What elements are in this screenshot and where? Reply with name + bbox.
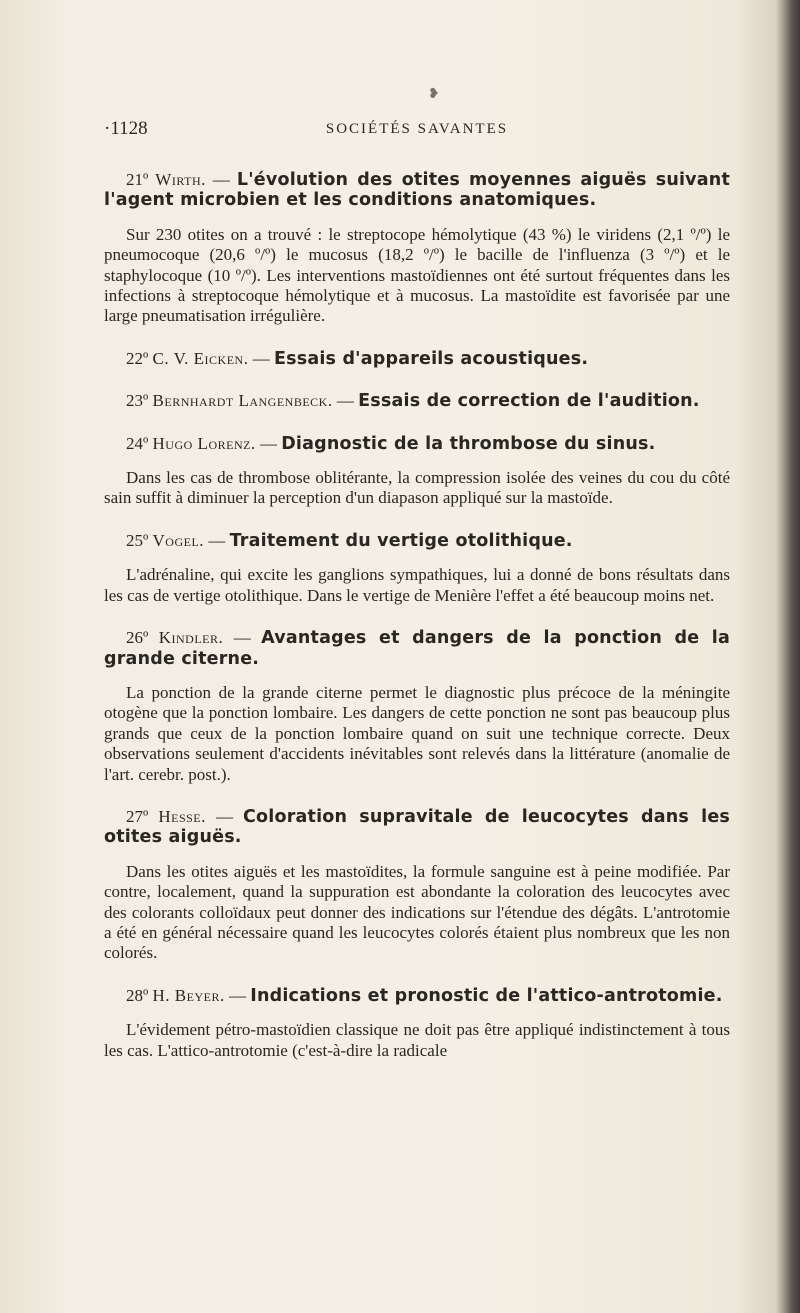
section-heading <box>104 391 730 411</box>
section-author: Wirth. <box>155 170 206 189</box>
heading-dash: — <box>205 170 237 189</box>
page-header <box>104 118 730 144</box>
heading-dash: — <box>332 391 359 411</box>
section-heading <box>104 986 730 1006</box>
section-number: 24º <box>126 433 149 453</box>
section-title: Essais de correction de l'audition. <box>358 391 700 412</box>
section-23 <box>104 391 730 411</box>
section-body: Dans les otites aiguës et les mastoïdites, la formule sanguine est à peine modifiée. Par contre, localement, quand la suppuration est abondante la coloration des leucocytes avec des colorants colloïdaux peut donner des indications sur l'étendue des dégâts. L'antrotomie a été en général nécessaire quand les leucocytes colorés étaient plus nombreux que les non colorés. <box>104 861 730 963</box>
section-author: C. V. Eicken. <box>152 348 249 368</box>
section-body: L'adrénaline, qui excite les ganglions sympathiques, lui a donné de bons résultats dans les cas de vertige otolithique. Dans le vertige de Menière l'effet a été beaucoup moins net. <box>104 565 730 605</box>
section-author: Bernhardt Langenbeck. <box>152 391 333 411</box>
section-title: Indications et pronostic de l'attico-antrotomie. <box>250 985 723 1006</box>
section-number: 25º <box>126 530 149 550</box>
section-number: 21º <box>126 170 149 189</box>
running-title: SOCIÉTÉS SAVANTES <box>325 121 509 137</box>
section-title: Coloration supravitale de leucocytes dans les otites aiguës. <box>104 806 731 848</box>
section-heading <box>104 170 730 211</box>
section-heading <box>104 628 730 669</box>
heading-dash: — <box>224 985 251 1005</box>
section-number: 26º <box>126 628 149 648</box>
section-21 <box>104 170 730 327</box>
section-heading <box>104 807 730 848</box>
section-author: Vogel. <box>152 530 205 550</box>
section-number: 23º <box>126 391 149 411</box>
section-26 <box>104 628 730 785</box>
section-27 <box>104 807 730 964</box>
section-25 <box>104 531 730 606</box>
section-author: Hesse. <box>158 806 206 826</box>
section-heading <box>104 349 730 369</box>
heading-dash: — <box>248 348 274 368</box>
section-title: Essais d'appareils acoustiques. <box>273 348 589 369</box>
section-author: H. Beyer. <box>152 985 225 1005</box>
section-title: Avantages et dangers de la ponction de la grande citerne. <box>104 628 731 669</box>
section-heading <box>104 531 730 551</box>
section-body: Sur 230 otites on a trouvé : le streptocope hémolytique (43 %) le viridens (2,1 º/º) le pneumocoque (20,6 º/º) le mucosus (18,2 º/º) le bacille de l'influenza (3 º/º) et le staphylocoque (10 º/º). Les interventions mastoïdiennes ont été surtout fréquentes dans les infections à streptocoque hémolytique et à mucosus. La mastoïdite est favorisée par une large pneumatisation irrégulière. <box>104 224 730 326</box>
section-title: Traitement du vertige otolithique. <box>229 530 573 551</box>
heading-dash: — <box>223 628 262 648</box>
section-number: 28º <box>126 985 149 1005</box>
section-28 <box>104 986 730 1061</box>
section-number: 27º <box>126 806 149 826</box>
section-body: Dans les cas de thrombose oblitérante, la compression isolée des veines du cou du côté sain suffit à diminuer la perception d'un diapason appliqué sur la mastoïde. <box>104 468 730 508</box>
section-24 <box>104 434 730 509</box>
page-number: ·1128 <box>104 118 148 139</box>
heading-dash: — <box>205 806 244 826</box>
heading-dash: — <box>204 530 230 550</box>
printer-mark: ❥ <box>428 87 440 102</box>
section-number: 22º <box>126 348 149 368</box>
section-heading <box>104 434 730 454</box>
page-content <box>104 170 730 1083</box>
heading-dash: — <box>255 433 282 453</box>
section-body: L'évidement pétro-mastoïdien classique ne doit pas être appliqué indistinctement à tous les cas. L'attico-antrotomie (c'est-à-dire la radicale <box>104 1020 730 1060</box>
section-22 <box>104 349 730 369</box>
section-title: L'évolution des otites moyennes aiguës suivant l'agent microbien et les conditions anatomiques. <box>104 170 731 211</box>
section-body: La ponction de la grande citerne permet le diagnostic plus précoce de la méningite otogène que la ponction lombaire. Les dangers de cette ponction ne sont pas beaucoup plus grands que ceux de la ponction lombaire quand on suit une technique correcte. Deux observations seulement d'accidents inévitables sont relevés dans la littérature (anomalie de l'art. cerebr. post.). <box>104 682 730 784</box>
section-author: Hugo Lorenz. <box>152 433 256 453</box>
section-title: Diagnostic de la thrombose du sinus. <box>281 433 656 454</box>
section-author: Kindler. <box>158 628 224 648</box>
